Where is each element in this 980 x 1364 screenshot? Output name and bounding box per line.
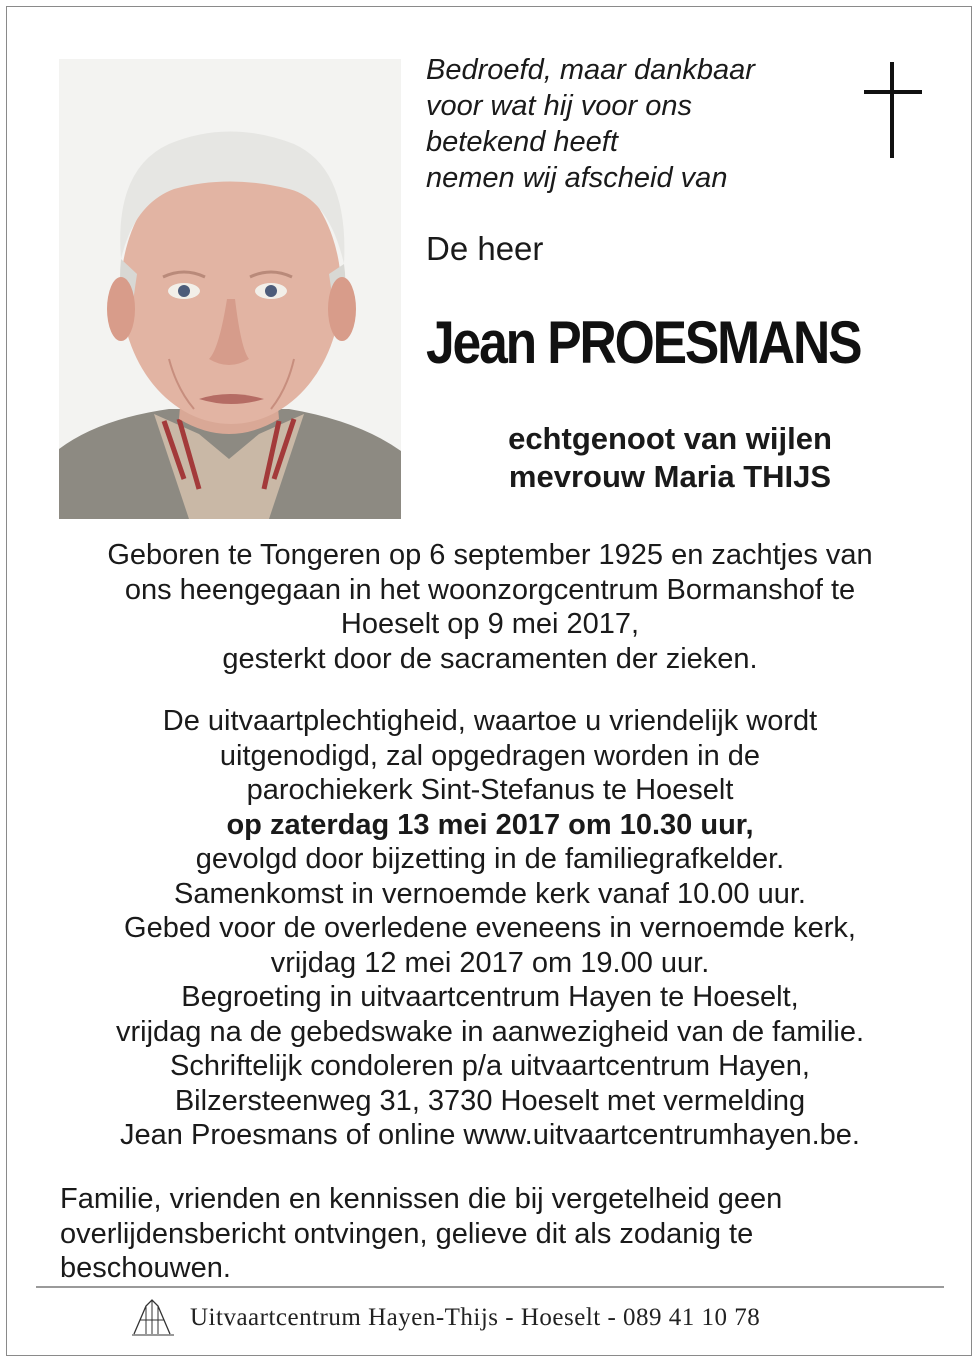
birth-death-text (40, 538, 940, 676)
notice-line: Familie, vrienden en kennissen die bij vergetelheid geen (60, 1183, 783, 1215)
text-line: Gebed voor de overledene eveneens in vernoemde kerk, (124, 912, 856, 944)
footer-text: Uitvaartcentrum Hayen-Thijs - Hoeselt - 089 41 10 78 (190, 1304, 761, 1331)
deceased-name: Jean PROESMANS (426, 309, 861, 376)
footer (130, 1296, 760, 1340)
spouse-line: mevrouw Maria THIJS (508, 459, 832, 494)
intro-line: Bedroefd, maar dankbaar (426, 54, 755, 86)
intro-line: betekend heeft (426, 126, 618, 158)
intro-line: voor wat hij voor ons (426, 90, 692, 122)
notice-line: beschouwen. (60, 1252, 231, 1284)
funeral-text (40, 704, 940, 1153)
funeral-home-logo-icon (130, 1298, 176, 1338)
text-line: Samenkomst in vernoemde kerk vanaf 10.00 uur. (174, 877, 806, 910)
text-line: Bilzersteenweg 31, 3730 Hoeselt met vermelding (174, 1084, 806, 1117)
funeral-date: op zaterdag 13 mei 2017 om 10.30 uur, (226, 808, 754, 841)
cross-icon (864, 62, 922, 162)
text-line: Hoeselt op 9 mei 2017, (340, 608, 640, 640)
footer-divider (36, 1286, 944, 1288)
spouse-info (440, 420, 900, 496)
honorific: De heer (426, 230, 544, 267)
intro-line: nemen wij afscheid van (426, 162, 728, 194)
text-line: De uitvaartplechtigheid, waartoe u vriendelijk wordt (162, 705, 818, 737)
text-line: Geboren te Tongeren op 6 september 1925 en zachtjes van (107, 539, 873, 571)
text-line: gesterkt door de sacramenten der zieken. (222, 642, 758, 675)
text-line: uitgenodigd, zal opgedragen worden in de (219, 739, 761, 772)
text-line: vrijdag 12 mei 2017 om 19.00 uur. (270, 946, 710, 979)
notice-line: overlijdensbericht ontvingen, gelieve dit als zodanig te (60, 1217, 754, 1250)
text-line: gevolgd door bijzetting in de familiegrafkelder. (195, 843, 785, 875)
portrait-photo (59, 59, 401, 519)
text-line: Schriftelijk condoleren p/a uitvaartcentrum Hayen, (170, 1050, 810, 1082)
text-line: Begroeting in uitvaartcentrum Hayen te Hoeselt, (181, 981, 799, 1013)
text-line: vrijdag na de gebedswake in aanwezigheid van de familie. (115, 1015, 865, 1048)
text-line: ons heengegaan in het woonzorgcentrum Bormanshof te (124, 573, 856, 606)
intro-text (426, 52, 846, 196)
spouse-line: echtgenoot van wijlen (508, 421, 832, 456)
text-line: Jean Proesmans of online www.uitvaartcentrumhayen.be. (120, 1119, 860, 1151)
family-notice (60, 1182, 940, 1286)
text-line: parochiekerk Sint-Stefanus te Hoeselt (246, 774, 734, 806)
